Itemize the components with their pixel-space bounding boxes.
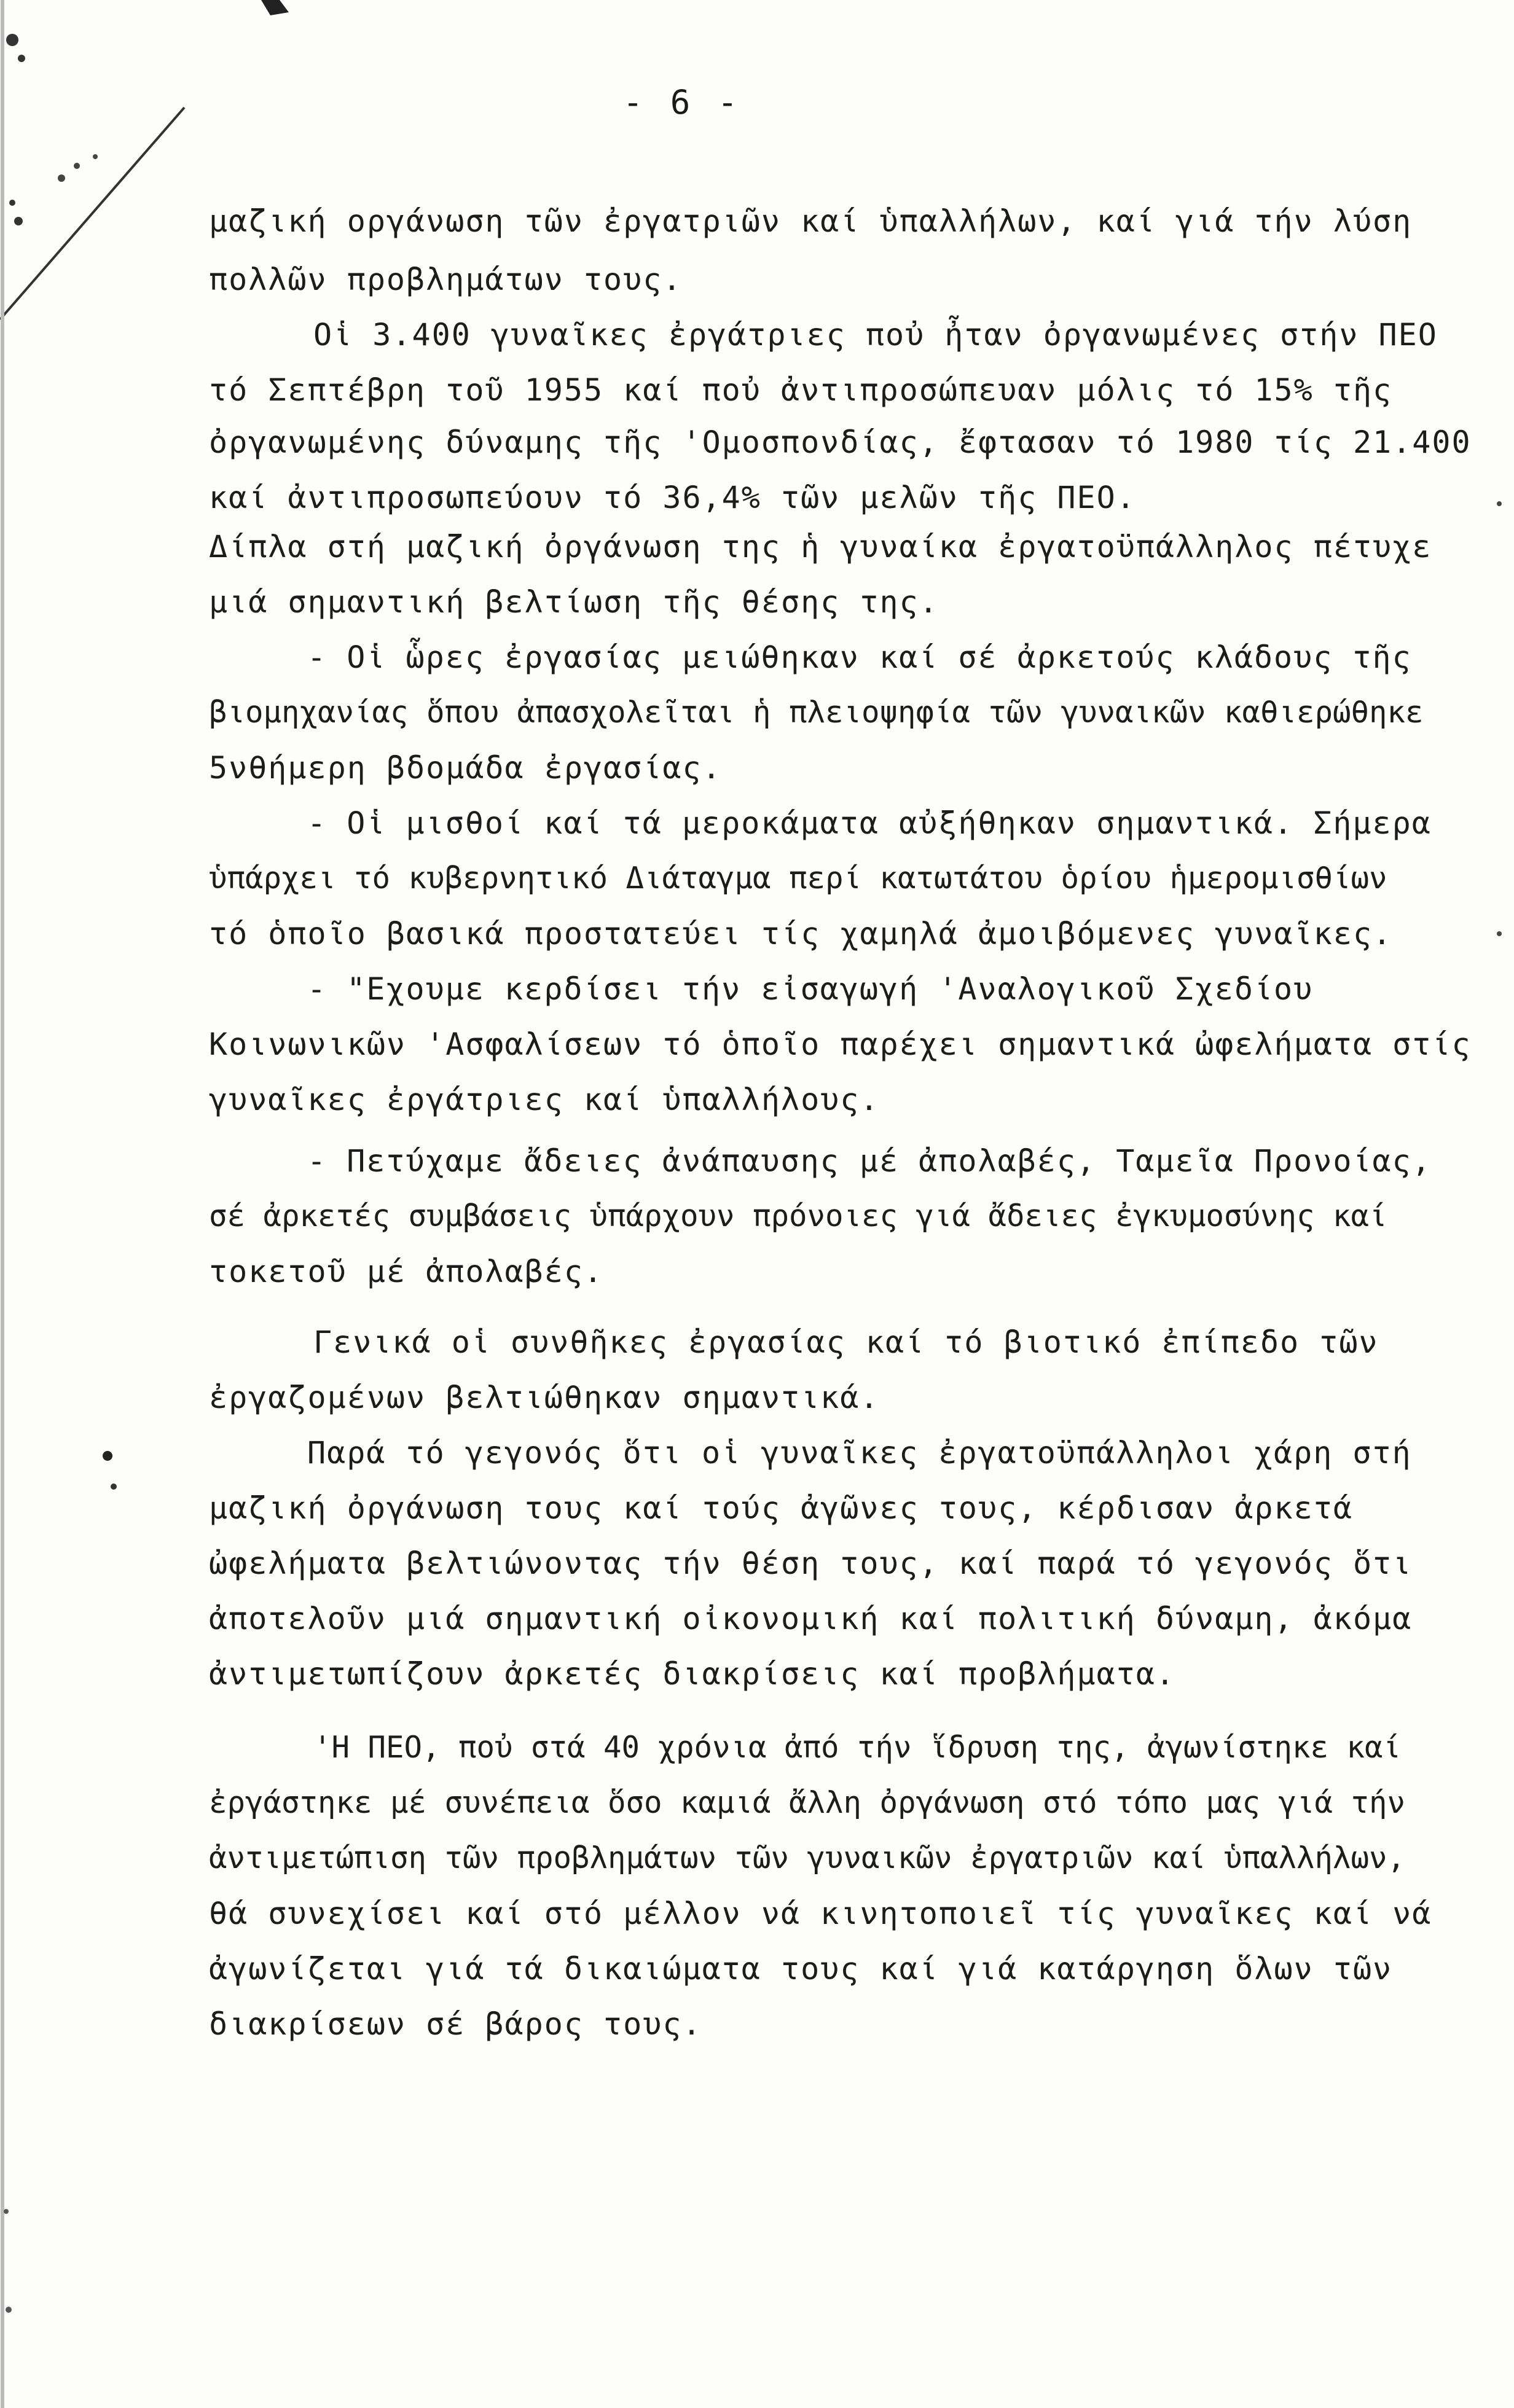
text-line: ὑπάρχει τό κυβερνητικό Διάταγμα περί κατωτάτου ὁρίου ἡμερομισθίων — [209, 861, 1387, 896]
text-line: Δίπλα στή μαζική ὀργάνωση της ἡ γυναίκα ἐργατοϋπάλληλος πέτυχε — [209, 529, 1432, 565]
text-line: Παρά τό γεγονός ὅτι οἱ γυναῖκες ἐργατοϋπάλληλοι χάρη στή — [307, 1435, 1412, 1471]
text-line: ἀποτελοῦν μιά σημαντική οἰκονομική καί πολιτική δύναμη, ἀκόμα — [209, 1601, 1413, 1636]
text-line: θά συνεχίσει καί στό μέλλον νά κινητοποιεῖ τίς γυναῖκες καί νά — [209, 1896, 1432, 1931]
text-line: μιά σημαντική βελτίωση τῆς θέσης της. — [209, 584, 939, 620]
text-line: γυναῖκες ἐργάτριες καί ὑπαλλήλους. — [209, 1082, 880, 1117]
text-line: ἀντιμετώπιση τῶν προβλημάτων τῶν γυναικῶν ἐργατριῶν καί ὑπαλλήλων, — [209, 1840, 1406, 1875]
text-line: διακρίσεων σέ βάρος τους. — [209, 2006, 702, 2042]
text-line: - Οἱ μισθοί καί τά μεροκάματα αὐξήθηκαν σημαντικά. Σήμερα — [307, 805, 1432, 841]
text-line: ἐργαζομένων βελτιώθηκαν σημαντικά. — [209, 1380, 880, 1415]
text-line: - Πετύχαμε ἄδειες ἀνάπαυσης μέ ἀπολαβές, Ταμεῖα Προνοίας, — [307, 1143, 1432, 1179]
text-line: ἐργάστηκε μέ συνέπεια ὅσο καμιά ἄλλη ὀργάνωση στό τόπο μας γιά τήν — [209, 1785, 1406, 1820]
text-line: ὠφελήματα βελτιώνοντας τήν θέση τους, καί παρά τό γεγονός ὅτι — [209, 1546, 1413, 1581]
text-line: - "Εχουμε κερδίσει τήν εἰσαγωγή 'Αναλογικοῦ Σχεδίου — [307, 971, 1314, 1007]
text-line: 'Η ΠΕΟ, ποὐ στά 40 χρόνια ἀπό τήν ἵδρυση της, ἀγωνίστηκε καί — [313, 1730, 1402, 1765]
text-line: Κοινωνικῶν 'Ασφαλίσεων τό ὁποῖο παρέχει σημαντικά ὠφελήματα στίς — [209, 1026, 1472, 1062]
text-line: Οἱ 3.400 γυναῖκες ἐργάτριες ποὐ ἦταν ὀργανωμένες στήν ΠΕΟ — [313, 317, 1438, 353]
text-line: 5νθήμερη βδομάδα ἐργασίας. — [209, 750, 722, 786]
text-line: Γενικά οἱ συνθῆκες ἐργασίας καί τό βιοτικό ἐπίπεδο τῶν — [313, 1324, 1379, 1360]
text-line: πολλῶν προβλημάτων τους. — [209, 262, 683, 297]
text-line: ἀντιμετωπίζουν ἀρκετές διακρίσεις καί προβλήματα. — [209, 1656, 1176, 1692]
text-line: - Οἱ ὧρες ἐργασίας μειώθηκαν καί σέ ἀρκετούς κλάδους τῆς — [307, 639, 1412, 675]
text-line: τό ὁποῖο βασικά προστατεύει τίς χαμηλά ἀμοιβόμενες γυναῖκες. — [209, 916, 1393, 952]
text-line: ἀγωνίζεται γιά τά δικαιώματα τους καί γιά κατάργηση ὅλων τῶν — [209, 1951, 1393, 1987]
text-line: σέ ἀρκετές συμβάσεις ὑπάρχουν πρόνοιες γιά ἄδειες ἐγκυμοσύνης καί — [209, 1198, 1387, 1233]
text-line: μαζική οργάνωση τῶν ἐργατριῶν καί ὑπαλλήλων, καί γιά τήν λύση — [209, 203, 1413, 239]
text-line: μαζική ὀργάνωση τους καί τούς ἀγῶνες τους, κέρδισαν ἀρκετά — [209, 1490, 1353, 1526]
text-line: τό Σεπτέβρη τοῦ 1955 καί ποὐ ἀντιπροσώπευαν μόλις τό 15% τῆς — [209, 372, 1393, 408]
page-number: - 6 - — [622, 83, 742, 122]
text-line: καί ἀντιπροσωπεύουν τό 36,4% τῶν μελῶν τῆς ΠΕΟ. — [209, 480, 1136, 515]
text-line: βιομηχανίας ὅπου ἀπασχολεῖται ἡ πλειοψηφία τῶν γυναικῶν καθιερώθηκε — [209, 695, 1424, 730]
text-line: τοκετοῦ μέ ἀπολαβές. — [209, 1254, 604, 1289]
text-line: ὀργανωμένης δύναμης τῆς 'Ομοσπονδίας, ἔφτασαν τό 1980 τίς 21.400 — [209, 424, 1472, 460]
